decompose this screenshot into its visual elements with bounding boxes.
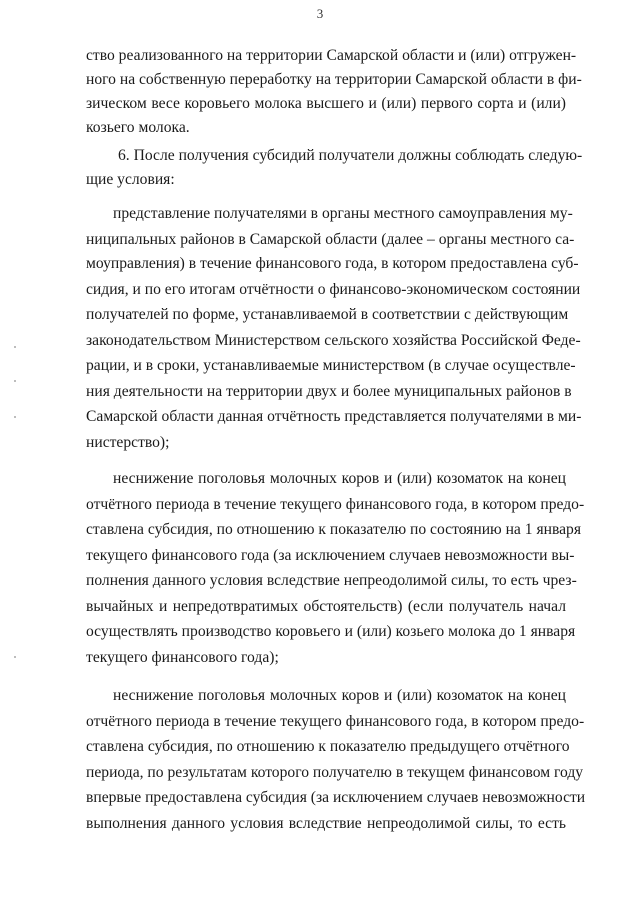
text-line: ния деятельности на территории двух и более муниципальных районов в bbox=[86, 383, 572, 400]
scan-artifact bbox=[14, 416, 16, 418]
text-line: ство реализованного на территории Самарской области и (или) отгружен- bbox=[86, 47, 577, 64]
text-line: впервые предоставлена субсидия (за исключением случаев невозможности bbox=[86, 789, 586, 806]
text-line: неснижение поголовья молочных коров и (или) козоматок на конец bbox=[113, 470, 566, 487]
scan-artifact bbox=[14, 346, 16, 348]
text-line: сидия, и по его итогам отчётности о финансово-экономическом состоянии bbox=[86, 281, 581, 298]
text-line: ставлена субсидия, по отношению к показателю по состоянию на 1 января bbox=[86, 521, 582, 538]
text-line: отчётного периода в течение текущего финансового года, в котором предо- bbox=[86, 496, 585, 513]
page-number: 3 bbox=[316, 6, 324, 21]
text-line: ного на собственную переработку на территории Самарской области в фи- bbox=[86, 71, 582, 88]
text-line: отчётного периода в течение текущего финансового года, в котором предо- bbox=[86, 713, 585, 730]
text-line: вычайных и непредотвратимых обстоятельств) (если получатель начал bbox=[86, 598, 566, 615]
text-line: законодательством Министерством сельского хозяйства Российской Феде- bbox=[86, 332, 581, 349]
text-line: Самарской области данная отчётность представляется получателями в ми- bbox=[86, 408, 582, 425]
text-line: осуществлять производство коровьего и (или) козьего молока до 1 января bbox=[86, 623, 576, 640]
text-line: нистерство); bbox=[86, 434, 170, 451]
text-line: зическом весе коровьего молока высшего и (или) первого сорта и (или) bbox=[86, 95, 566, 112]
text-line: 6. После получения субсидий получатели должны соблюдать следую- bbox=[118, 147, 583, 164]
text-line: ниципальных районов в Самарской области (далее – органы местного са- bbox=[86, 231, 575, 248]
text-line: неснижение поголовья молочных коров и (или) козоматок на конец bbox=[113, 687, 566, 704]
scan-artifact bbox=[14, 656, 16, 658]
text-line: ставлена субсидия, по отношению к показателю предыдущего отчётного bbox=[86, 738, 570, 755]
text-line: текущего финансового года); bbox=[86, 649, 279, 666]
text-line: щие условия: bbox=[86, 171, 175, 188]
text-line: выполнения данного условия вследствие непреодолимой силы, то есть bbox=[86, 815, 566, 832]
text-line: рации, и в сроки, устанавливаемые министерством (в случае осуществле- bbox=[86, 357, 576, 374]
text-line: моуправления) в течение финансового года, в котором предоставлена суб- bbox=[86, 255, 579, 272]
text-line: текущего финансового года (за исключением случаев невозможности вы- bbox=[86, 547, 575, 564]
text-line: козьего молока. bbox=[86, 119, 190, 136]
text-line: периода, по результатам которого получателю в текущем финансовом году bbox=[86, 764, 584, 781]
scan-artifact bbox=[14, 380, 16, 382]
text-line: получателей по форме, устанавливаемой в соответствии с действующим bbox=[86, 306, 569, 323]
text-line: представление получателями в органы местного самоуправления му- bbox=[113, 205, 573, 222]
text-line: полнения данного условия вследствие непреодолимой силы, то есть чрез- bbox=[86, 572, 577, 589]
